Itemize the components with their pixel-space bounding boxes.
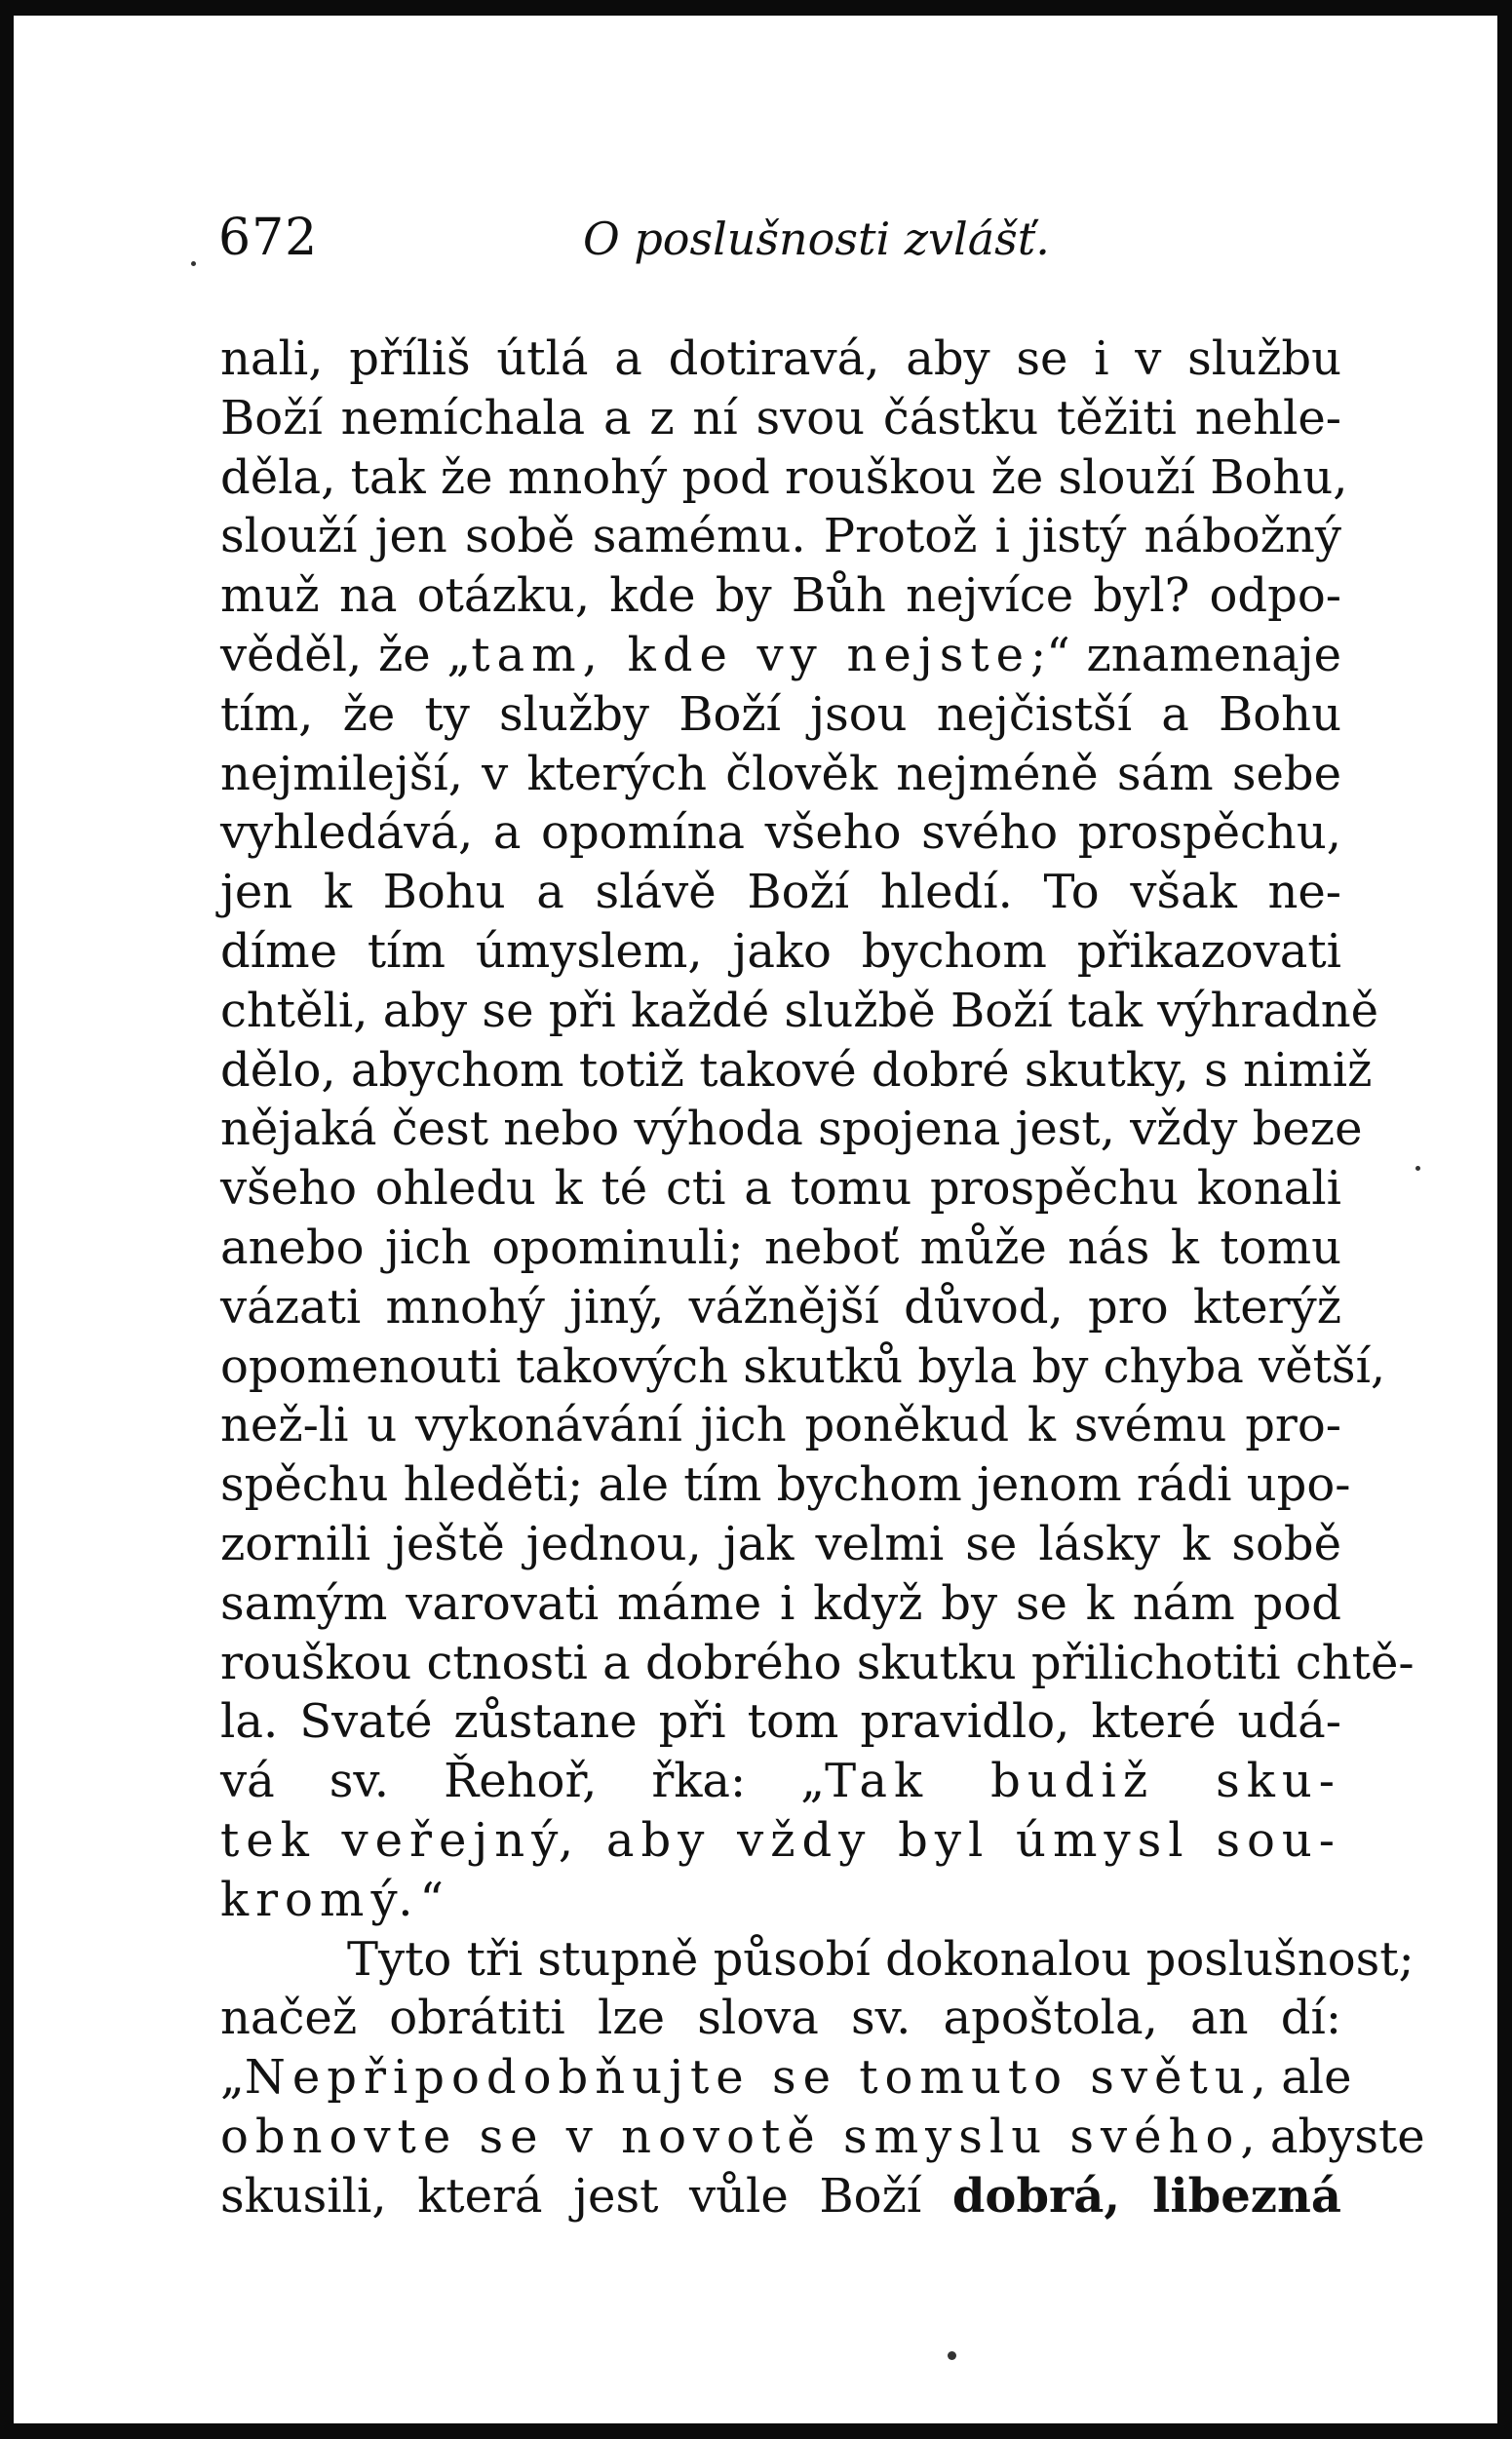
text-line: la. Svaté zůstane při tom pravidlo, které udá- (220, 1694, 1341, 1750)
text-line: všeho ohledu k té cti a tomu prospěchu konali (220, 1161, 1341, 1217)
running-title: O poslušnosti zvlášť. (583, 213, 1050, 265)
page-speck (1415, 1166, 1420, 1171)
text-line: nejmilejší, v kterých člověk nejméně sám sebe (220, 746, 1341, 801)
text-line: muž na otázku, kde by Bůh nejvíce byl? odpo- (220, 568, 1341, 624)
text-line: než-li u vykonávání jich poněkud k svému pro- (220, 1398, 1341, 1453)
text-line: anebo jich opominuli; neboť může nás k tomu (220, 1220, 1341, 1275)
text-line: chtěli, aby se při každé službě Boží tak výhradně (220, 983, 1379, 1038)
text-line: dělo, abychom totiž takové dobré skutky, s nimiž (220, 1042, 1373, 1098)
text-line: děla, tak že mnohý pod rouškou že slouží Bohu, (220, 449, 1348, 505)
page-speck (948, 2351, 956, 2360)
text-line: věděl, že „tam, kde vy nejste;“ znamenaje (220, 627, 1342, 682)
text-line: díme tím úmyslem, jako bychom přikazovati (220, 923, 1341, 979)
text-line: „Nepřipodobňujte se tomuto světu, ale (220, 2050, 1352, 2106)
text-line: vá sv. Řehoř, řka: „Tak budiž sku- (220, 1754, 1341, 1809)
text-line: nali, příliš útlá a dotiravá, aby se i v službu (220, 331, 1341, 386)
text-line: obnovte se v novotě smyslu svého, abyste (220, 2109, 1425, 2164)
page-header (218, 209, 1339, 277)
text-line: kromý.“ (220, 1872, 450, 1927)
text-line: tek veřejný, aby vždy byl úmysl sou- (220, 1812, 1341, 1868)
page-body (220, 329, 1425, 2226)
text-line: načež obrátiti lze slova sv. apoštola, an dí: (220, 1991, 1341, 2046)
text-line: opomenouti takových skutků byla by chyba větší, (220, 1338, 1386, 1394)
text-line: spěchu hleděti; ale tím bychom jenom rádi upo- (220, 1457, 1351, 1513)
page-number: 672 (218, 209, 319, 267)
text-line: zornili ještě jednou, jak velmi se lásky k sobě (220, 1516, 1341, 1571)
text-line: vyhledává, a opomína všeho svého prospěchu, (220, 805, 1341, 861)
text-line: rouškou ctnosti a dobrého skutku přilichotiti chtě- (220, 1635, 1415, 1690)
text-line: vázati mnohý jiný, vážnější důvod, pro kterýž (220, 1279, 1341, 1335)
page-speck (191, 261, 196, 266)
text-line: samým varovati máme i když by se k nám pod (220, 1575, 1341, 1631)
text-line: nějaká čest nebo výhoda spojena jest, vždy beze (220, 1102, 1363, 1157)
text-line: jen k Bohu a slávě Boží hledí. To však ne- (220, 865, 1341, 920)
text-line: tím, že ty služby Boží jsou nejčistší a Bohu (220, 686, 1341, 742)
text-line: skusili, která jest vůle Boží dobrá, libezná (220, 2168, 1342, 2224)
text-line: Tyto tři stupně působí dokonalou poslušnost; (347, 1931, 1415, 1987)
book-page (14, 16, 1497, 2423)
text-line: slouží jen sobě samému. Protož i jistý nábožný (220, 509, 1341, 564)
text-line: Boží nemíchala a z ní svou částku těžiti nehle- (220, 390, 1341, 445)
